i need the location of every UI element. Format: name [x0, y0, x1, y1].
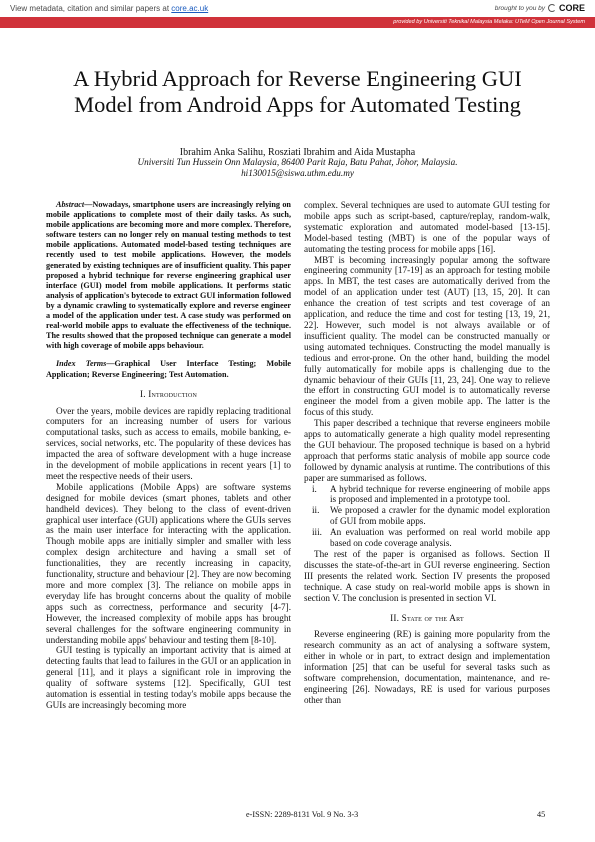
intro-paragraph-3: GUI testing is typically an important activity that is aimed at detecting faults that lead to failures in the GUI or an application in general [11], and it plays a significant role in improving the quality of software systems [12]. Specifically, GUI test automation is essential in testing today's mobile apps because the GUIs are increasingly becoming more [46, 645, 291, 710]
abstract-text: —Nowadays, smartphone users are increasingly relying on mobile applications to complete most of their daily tasks. As such, mobile applications are becoming more and more complex. Therefore, software testers can no longer rely on manual testing methods to test mobile applications. Automated model-based testing techniques are recently used to test mobile applications. However, the models generated by existing techniques are of insufficient quality. This paper proposed a hybrid technique for reverse engineering graphical user interface (GUI) model from mobile applications. It performs static analysis of application's bytecode to extract GUI information followed by a dynamic crawling to systematically explore and reverse engineer a model of the application under test. A case study was performed on real-world mobile apps to evaluate the effectiveness of the technique. The results showed that the proposed technique can generate a model with high coverage of mobile apps behaviour. [46, 200, 291, 351]
index-terms [46, 359, 291, 379]
contribution-item [304, 527, 550, 549]
contribution-text: An evaluation was performed on real world mobile app based on code coverage analysis. [330, 527, 550, 549]
left-column [46, 200, 291, 711]
contribution-text: A hybrid technique for reverse engineering of mobile apps is proposed and implemented in a prototype tool. [330, 483, 550, 505]
contribution-number: iii. [312, 527, 322, 538]
right-paragraph-4: The rest of the paper is organised as follows. Section II discusses the state-of-the-art in GUI reverse engineering. Section III presents the related work. Section IV presents the proposed technique. A case study on real-world mobile apps is shown in section V. The conclusion is presented in section VI. [304, 549, 550, 603]
section-heading-state-of-the-art: II. State of the Art [390, 612, 464, 623]
contribution-item [304, 505, 550, 527]
core-logo: CORE [558, 3, 585, 13]
contribution-text: We proposed a crawler for the dynamic model exploration of GUI from mobile apps. [330, 505, 550, 527]
paper-title-line-1: A Hybrid Approach for Reverse Engineering GUI [73, 66, 522, 91]
page-number: 45 [537, 810, 546, 819]
core-link[interactable]: core.ac.uk [171, 4, 209, 13]
contribution-number: i. [312, 483, 317, 494]
contribution-item [304, 484, 550, 506]
core-banner-top [0, 0, 595, 17]
section-heading-introduction: I. Introduction [139, 388, 198, 399]
core-provider-strip [0, 17, 595, 28]
paper-affiliation-block [30, 157, 565, 179]
contribution-number: ii. [312, 505, 320, 516]
intro-paragraph-2: Mobile applications (Mobile Apps) are software systems designed for mobile devices (smart phones, tablets and other handheld devices). They belong to the class of event-driven graphical user interface (GUI) applications where the GUIs serves as the main user interface for interacting with the application. Though mobile apps are initially simpler and smaller with less complex design architecture and having a small set of functionalities, they are recently increasing in capacity, functionality, structure and behaviour [2]. They are now becoming more and more complex [3]. The reliance on mobile apps in everyday life has brought concerns about the quality of mobile apps such as correctness, performance and security [4-7]. However, the increased complexity of mobile apps has brought several challenges for the software engineering community in understanding mobile apps' behaviour and testing them [8-10]. [46, 481, 291, 645]
right-paragraph-1: complex. Several techniques are used to automate GUI testing for mobile apps such as script-based, capture/replay, random-walk, systematic exploration and automated model-based [13-15]. Model-based testing (MBT) is one of the popular ways of automating the testing process for mobile apps [16]. [304, 200, 550, 254]
footer-issn: e-ISSN: 2289-8131 Vol. 9 No. 3-3 [246, 810, 359, 819]
paper-email: hi130015@siswa.uthm.edu.my [241, 168, 354, 178]
core-provider-text: provided by Universiti Teknikal Malaysia Melaka: UTeM Open Journal System [393, 18, 585, 25]
paper-authors: Ibrahim Anka Salihu, Rosziati Ibrahim and Aida Mustapha [179, 147, 416, 158]
right-paragraph-3: This paper described a technique that reverse engineers mobile apps to automatically generate a high quality model representing the GUI behaviour. The proposed technique is based on a hybrid approach that performs static analysis of mobile app source code followed by dynamic analysis at runtime. The contributions of this paper are summarised as follows. [304, 418, 550, 483]
right-paragraph-2: MBT is becoming increasingly popular among the software engineering community [17-19] as an approach for testing mobile apps. In MBT, the test cases are automatically derived from the model of an application under test (AUT) [13, 15, 20]. It can enhance the creation of test scripts and test coverage of an application, and reduce the time and cost for testing [13, 19, 21, 22]. However, such model is not always available or of insufficient quality. The model can be constructed manually or using automated techniques. Constructing the model manually is tedious and error-prone. On the other hand, building the model fully automatically for mobile apps is challenging due to the dynamic behaviour of their GUIs [11, 23, 24]. One way to relieve the effort in constructing GUI model is to automatically reverse engineer the model from a given mobile app. The latter is the focus of this study. [304, 254, 550, 418]
index-terms-lead: Index Terms [56, 359, 107, 369]
state-of-the-art-paragraph-1: Reverse engineering (RE) is gaining more popularity from the research community as an act of analysing a software system, either in whole or in part, to extract design and implementation information [25] that can be useful for several tasks such as software comprehension, documentation, maintenance, and re-engineering [26]. Nowadays, RE is used for various purposes other than [304, 629, 550, 705]
abstract-lead: Abstract [56, 200, 85, 209]
contribution-list [304, 484, 550, 549]
paper-title-line-2: Model from Android Apps for Automated Testing [74, 92, 521, 117]
paper-title [30, 66, 565, 118]
intro-paragraph-1: Over the years, mobile devices are rapidly replacing traditional computers for an increasing number of users for various computational tasks, such as access to emails, mobile banking, e-services, social networks, etc. The popularity of these devices has impacted the area of software development with a huge increase in the development of mobile applications in recent years [1] to meet the respective needs of their users. [46, 405, 291, 481]
abstract [46, 200, 291, 351]
core-banner [0, 0, 595, 28]
core-metadata-text [10, 4, 208, 13]
core-logo-icon [548, 4, 556, 12]
paper-affiliation: Universiti Tun Hussein Onn Malaysia, 86400 Parit Raja, Batu Pahat, Johor, Malaysia. [137, 157, 458, 167]
brought-to-you-label: brought to you by [494, 4, 545, 12]
right-column [304, 200, 550, 706]
core-brand[interactable] [495, 3, 585, 13]
core-metadata-label: View metadata, citation and similar papers at [10, 4, 172, 13]
index-terms-text: —Graphical User Interface Testing; Mobile Application; Reverse Engineering; Test Automation. [46, 359, 291, 379]
